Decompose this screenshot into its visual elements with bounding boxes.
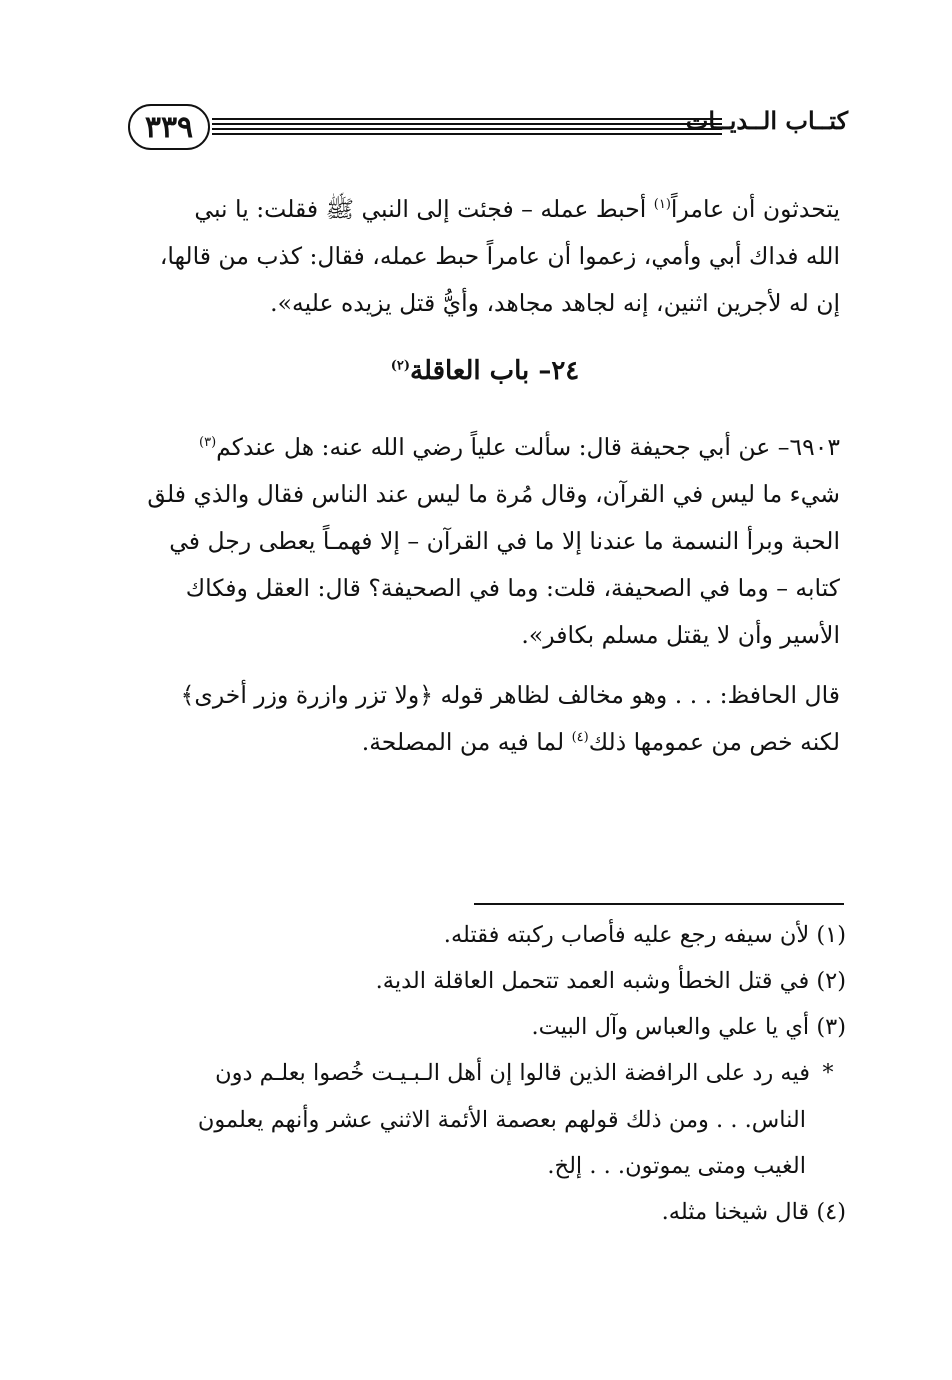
footnotes <box>130 912 846 1235</box>
section-heading-text: ٢٤– باب العاقلة <box>410 356 580 386</box>
book-title: كتــاب الــديــات <box>685 106 848 135</box>
text-line: قال الحافظ: . . . وهو مخالف لظاهر قوله ﴿ولا تزر وازرة وزر أخرى﴾ <box>180 681 840 709</box>
footnote-separator <box>474 903 844 905</box>
footnote-note-line: الغيب ومتى يموتون. . . إلخ. <box>547 1153 806 1179</box>
text-fragment: لما فيه من المصلحة. <box>361 728 565 756</box>
footnote-item: (٢) في قتل الخطأ وشبه العمد تتحمل العاقلة الدية. <box>375 968 846 994</box>
header-rule <box>212 128 722 130</box>
text-line <box>130 719 840 766</box>
text-fragment: يتحدثون أن عامراً <box>670 195 840 223</box>
page-header <box>128 98 848 160</box>
header-rule <box>212 118 722 120</box>
text-fragment: فيه رد على الرافضة الذين قالوا إن أهل الـبـيـت خُصوا بعلـم دون <box>215 1060 810 1086</box>
text-line: كتابه – وما في الصحيفة، قلت: وما في الصحيفة؟ قال: العقل وفكاك <box>185 574 840 602</box>
text-line: الحبة وبرأ النسمة ما عندنا إلا ما في القرآن – إلا فهمـاً يعطى رجل في <box>169 527 840 555</box>
footnote-marker: (٣) <box>199 435 217 451</box>
hafiz-paragraph <box>130 672 840 766</box>
section-heading <box>130 356 840 386</box>
footnote-item: (١) لأن سيفه رجع عليه فأصاب ركبته فقتله. <box>443 922 846 948</box>
hadith-paragraph <box>130 424 840 659</box>
footnote-note <box>130 1050 846 1189</box>
page-number: ٣٣٩ <box>144 109 194 145</box>
footnote-marker: (٢) <box>390 358 411 374</box>
intro-paragraph <box>130 186 840 327</box>
text-line <box>130 186 840 233</box>
footnote-note-line <box>130 1050 846 1097</box>
text-line: شيء ما ليس في القرآن، وقال مُرة ما ليس عند الناس فقال والذي فلق <box>147 480 840 508</box>
asterisk-icon: * <box>822 1061 834 1086</box>
header-rule <box>212 133 722 135</box>
text-line: الأسير وأن لا يقتل مسلم بكافر». <box>521 621 840 649</box>
text-line <box>130 424 840 471</box>
footnote-marker: (١) <box>653 197 671 213</box>
text-fragment: أحبط عمله – فجئت إلى النبي ﷺ فقلت: يا نبي <box>194 195 647 223</box>
footnote-note-line: الناس. . . ومن ذلك قولهم بعصمة الأئمة الاثني عشر وأنهم يعلمون <box>197 1107 806 1133</box>
footnote-item: (٤) قال شيخنا مثله. <box>661 1199 846 1225</box>
page-number-badge <box>128 104 210 150</box>
footnote-item: (٣) أي يا علي والعباس وآل البيت. <box>531 1014 846 1040</box>
header-rule <box>212 123 722 125</box>
text-line: الله فداك أبي وأمي، زعموا أن عامراً حبط عمله، فقال: كذب من قالها، <box>159 242 840 270</box>
footnote-marker: (٤) <box>571 730 589 746</box>
text-fragment: لكنه خص من عمومها ذلك <box>588 728 840 756</box>
text-line: إن له لأجرين اثنين، إنه لجاهد مجاهد، وأيُّ قتل يزيده عليه». <box>270 289 840 317</box>
text-fragment: ٦٩٠٣– عن أبي جحيفة قال: سألت علياً رضي الله عنه: هل عندكم <box>216 433 840 461</box>
